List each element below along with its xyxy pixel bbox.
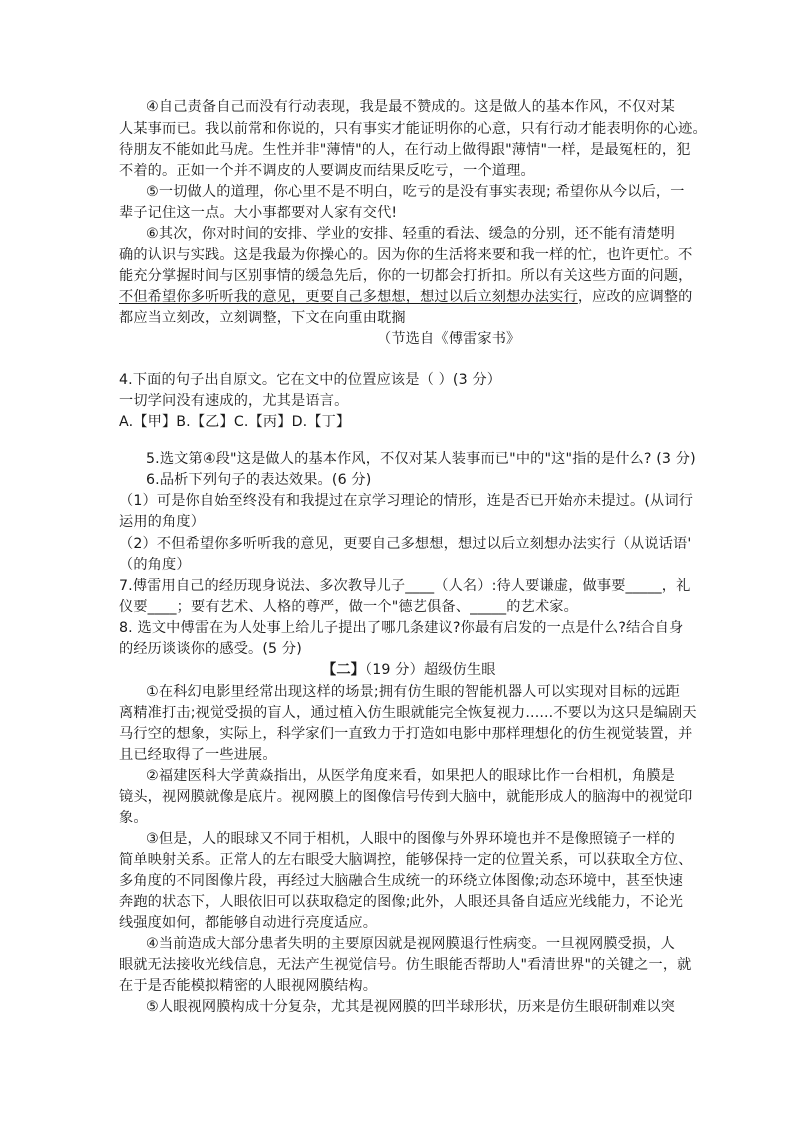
p1-para5-line1: ⑤一切做人的道理，你心里不是不明白，吃亏的是没有事实表现; 希望你从今以后，一 bbox=[146, 184, 685, 200]
question-4-sentence: 一切学问没有速成的，尤其是语言。 bbox=[119, 393, 349, 409]
s2-para3-line2: 简单映射关系。正常人的左右眼受大脑调控，能够保持一定的位置关系，可以获取全方位、 bbox=[119, 852, 693, 868]
question-8-line1: 8. 选文中傅雷在为人处事上给儿子提出了哪几条建议?你最有启发的一点是什么?结合自身 bbox=[119, 620, 684, 636]
s2-para2-line1: ②福建医科大学黄焱指出，从医学角度来看，如果把人的眼球比作一台相机，角膜是 bbox=[146, 768, 676, 784]
s2-para1-line4: 且已经取得了一些进展。 bbox=[119, 747, 277, 763]
question-8-line2: 的经历谈谈你的感受。(5 分) bbox=[119, 641, 302, 657]
section-2-heading bbox=[322, 660, 496, 680]
p1-para6-line4 bbox=[119, 287, 693, 307]
para6-line4-tail: ，应改的应调整的 bbox=[577, 289, 693, 305]
p1-para5-line2: 辈子记住这一点。大小事都要对人家有交代! bbox=[119, 205, 398, 221]
p1-para6-line5: 都应当立刻改，立刻调整，下文在向重由耽搁 bbox=[119, 310, 406, 326]
question-7-line2: 仪要____；要有艺术、人格的尊严，做一个"德艺俱备、_____的艺术家。 bbox=[119, 599, 578, 615]
s2-para4-line2: 眼就无法接收光线信息，无法产生视觉信号。仿生眼能否帮助人"看清世界"的关键之一，就 bbox=[119, 957, 692, 973]
s2-para3-line1: ③但是，人的眼球又不同于相机，人眼中的图像与外界环境也并不是像照镜子一样的 bbox=[146, 831, 676, 847]
underlined-sentence: 不但希望你多听听我的意见，更要自己多想想，想过以后立刻想办法实行 bbox=[119, 289, 578, 305]
p1-para6-line1: ⑥其次，你对时间的安排、学业的安排、轻重的看法、缓急的分别，还不能有清楚明 bbox=[146, 226, 676, 242]
question-5: 5.选文第④段"这是做人的基本作风，不仅对某人装事而已"中的"这"指的是什么? (3 分) bbox=[146, 451, 696, 467]
p1-para4-line4: 不着的。正如一个并不调皮的人要调皮而结果反吃亏，一个道理。 bbox=[119, 163, 535, 179]
s2-para3-line4: 奔跑的状态下，人眼依旧可以获取稳定的图像;此外，人眼还具备自适应光线能力，不论光 bbox=[119, 894, 684, 910]
s2-para3-line5: 线强度如何，都能够自动进行亮度适应。 bbox=[119, 915, 378, 931]
s2-para4-line1: ④当前造成大部分患者失明的主要原因就是视网膜退行性病变。一旦视网膜受损，人 bbox=[146, 936, 676, 952]
p1-para4-line1: ④自己责备自己而没有行动表现，我是最不赞成的。这是做人的基本作风，不仅对某 bbox=[146, 99, 676, 115]
s2-para2-line2: 镜头，视网膜就像是底片。视网膜上的图像信号传到大脑中，就能形成人的脑海中的视觉印 bbox=[119, 789, 693, 805]
s2-para3-line3: 多角度的不同图像片段，再经过大脑融合生成统一的环绕立体图像;动态环境中，甚至快速 bbox=[119, 873, 684, 889]
question-4-options: A.【甲】B.【乙】C.【丙】D.【丁】 bbox=[119, 414, 351, 430]
s2-para5-line1: ⑤人眼视网膜构成十分复杂，尤其是视网膜的凹半球形状，历来是仿生眼研制难以突 bbox=[146, 999, 676, 1015]
question-6-1-line2: 运用的角度） bbox=[119, 514, 206, 530]
s2-para1-line2: 离精准打击;视觉受损的盲人，通过植入仿生眼就能完全恢复视力......不要以为这只是编剧天 bbox=[119, 705, 697, 721]
s2-para4-line3: 在于是否能模拟精密的人眼视网膜结构。 bbox=[119, 978, 378, 994]
question-7-line1: 7.傅雷用自己的经历现身说法、多次教导儿子____（人名）:待人要谦虚，做事要_____，礼 bbox=[119, 578, 691, 594]
p1-para4-line2: 人某事而已。我以前常和你说的，只有事实才能证明你的心意，只有行动才能表明你的心迹。 bbox=[119, 121, 707, 137]
question-6-2-line1: （2）不但希望你多听听我的意见，更要自己多想想，想过以后立刻想办法实行（从说话语' bbox=[119, 536, 692, 552]
section-2-heading-bracket: 【二】 bbox=[322, 662, 366, 678]
s2-para1-line1: ①在科幻电影里经常出现这样的场景;拥有仿生眼的智能机器人可以实现对目标的远距 bbox=[146, 684, 680, 700]
source-citation: （节选自《傅雷家书》 bbox=[377, 331, 521, 347]
p1-para6-line2: 确的认识与实践。这是我最为你操心的。因为你的生活将来要和我一样的忙，也许更忙。不 bbox=[119, 247, 693, 263]
question-6-2-line2: （的角度） bbox=[119, 557, 191, 573]
p1-para6-line3: 能充分掌握时间与区别事情的缓急先后，你的一切都会打折扣。所以有关这些方面的问题， bbox=[119, 268, 693, 284]
s2-para1-line3: 马行空的想象，实际上，科学家们一直致力于打造如电影中那样理想化的仿生视觉装置，并 bbox=[119, 726, 693, 742]
p1-para4-line3: 待朋友不能如此马虎。生性并非"薄情"的人，在行动上做得跟"薄情"一样，是最冤枉的，犯 bbox=[119, 142, 691, 158]
question-6-1-line1: （1）可是你自始至终没有和我提过在京学习理论的情形，连是否已开始亦未提过。(从词行 bbox=[119, 493, 694, 509]
question-6: 6.品析下列句子的表达效果。(6 分) bbox=[146, 472, 372, 488]
s2-para2-line3: 象。 bbox=[119, 810, 148, 826]
section-2-heading-title: （19 分）超级仿生眼 bbox=[365, 662, 496, 678]
question-4: 4.下面的句子出自原文。它在文中的位置应该是（ ）(3 分） bbox=[119, 372, 502, 388]
